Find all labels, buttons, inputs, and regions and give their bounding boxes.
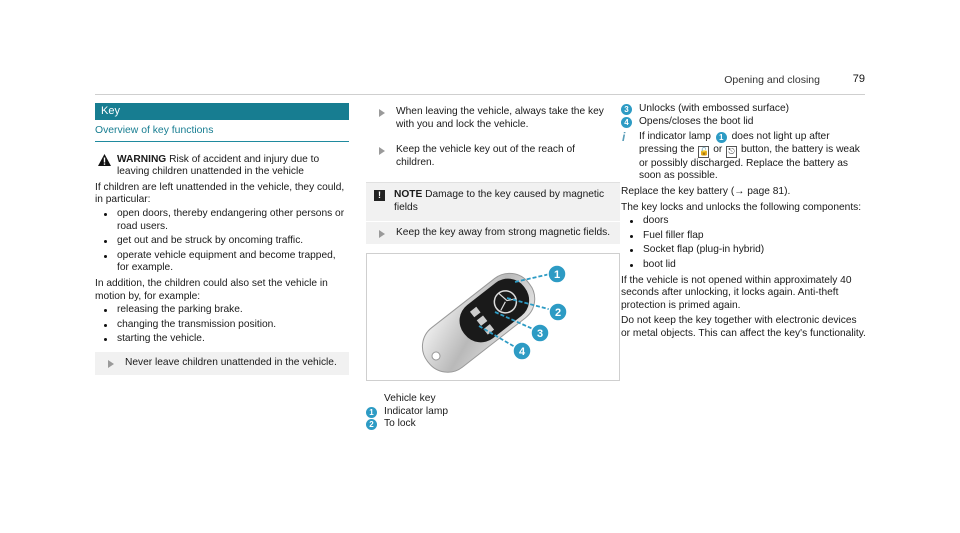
warning-row [95,154,349,179]
action-arrow-icon [379,147,385,155]
note-box [366,182,620,244]
callout-number: 2 [366,419,377,430]
column-1 [95,103,349,375]
figure-caption-block [366,393,620,431]
callout-label: Unlocks (with embossed surface) [639,103,790,114]
replace-battery-text: Replace the key battery (→ page 81). [621,185,791,197]
list-item: operate vehicle equipment and become trapped, for example. [95,250,349,275]
callout-item [366,418,620,431]
vehicle-key-figure [366,253,620,381]
info-note [621,131,866,183]
warning-box [95,154,349,375]
action-step [95,352,349,375]
callout-label: To lock [384,418,416,430]
callout-number: 1 [366,407,377,418]
list-item: releasing the parking brake. [95,304,349,317]
info-text-a: If indicator lamp [639,131,711,143]
warning-intro-2: In addition, the children could also set the vehicle in motion by, for example: [95,277,328,302]
relock-text: If the vehicle is not opened within approximately 40 seconds after unlocking, it locks again. Anti-theft protection is primed again. [621,274,852,311]
callout-number: 1 [716,132,727,143]
callout-item [366,406,620,419]
note-text: Damage to the key caused by magnetic fields [394,189,605,213]
info-icon: i [622,130,626,145]
note-keyword: NOTE [394,189,423,201]
action-arrow-icon [379,109,385,117]
list-item: Socket flap (plug-in hybrid) [621,244,866,257]
exclamation-icon: ! [374,190,385,201]
column-3 [621,103,866,341]
action-arrow-icon [379,230,385,238]
svg-text:2: 2 [554,307,562,320]
list-item: changing the transmission position. [95,319,349,332]
svg-text:4: 4 [518,346,526,359]
action-step [366,139,620,174]
list-item: doors [621,215,866,228]
info-text-c: button, the battery is weak or possibly discharged. Replace the battery as soon as possible. [639,143,860,182]
figure-caption: Vehicle key [384,393,436,405]
callout-number: 3 [621,104,632,115]
callout-list [621,103,866,128]
list-item: boot lid [621,259,866,272]
action-text: Keep the vehicle key out of the reach of children. [396,144,575,168]
boot-lid-icon: ⎋ [726,146,737,158]
locks-intro: The key locks and unlocks the following components: [621,201,862,213]
callout-label: Opens/closes the boot lid [639,115,754,127]
figure-callout-3 [531,324,549,342]
action-text: When leaving the vehicle, always take the key with you and lock the vehicle. [396,106,604,130]
header-rule [95,94,865,95]
unlock-icon: 🔓 [699,146,710,156]
callout-item [621,103,866,116]
section-title: Key [95,103,349,120]
list-item: Fuel filler flap [621,230,866,243]
action-arrow-icon [108,360,114,368]
warning-keyword: WARNING [117,153,167,165]
warning-text: Risk of accident and injury due to leaving children unattended in the vehicle [117,153,320,178]
list-item: starting the vehicle. [95,333,349,346]
running-head: Opening and closing [724,74,820,86]
action-text: Never leave children unattended in the vehicle. [125,356,337,368]
column-2 [366,103,620,431]
figure-callout-2 [549,303,567,321]
info-or: or [713,143,723,155]
warning-intro: If children are left unattended in the vehicle, they could, in particular: [95,181,345,206]
figure-callout-1 [548,265,566,283]
list-item: open doors, thereby endangering other persons or road users. [95,208,349,233]
callout-number: 4 [621,117,632,128]
figure-callout-4 [513,342,531,360]
list-item: get out and be struck by oncoming traffic. [95,235,349,248]
callout-label: Indicator lamp [384,405,448,417]
callout-list [366,406,620,431]
info-text-b: does not light up after pressing the [639,131,830,155]
note-row [366,183,620,220]
components-list [621,215,866,271]
warning-icon [98,154,111,166]
svg-text:1: 1 [553,269,561,282]
electronic-devices-text: Do not keep the key together with electronic devices or metal objects. This can affect the key's functionality. [621,315,866,339]
svg-text:3: 3 [536,328,544,341]
vehicle-key-image [367,254,619,380]
action-step [366,103,620,136]
page-number: 79 [852,73,865,85]
warning-bullets-2 [95,304,349,346]
warning-bullets-1 [95,208,349,275]
subsection-title: Overview of key functions [95,125,349,142]
action-text: Keep the key away from strong magnetic fields. [396,226,611,238]
callout-item [621,116,866,129]
action-step [366,221,620,245]
